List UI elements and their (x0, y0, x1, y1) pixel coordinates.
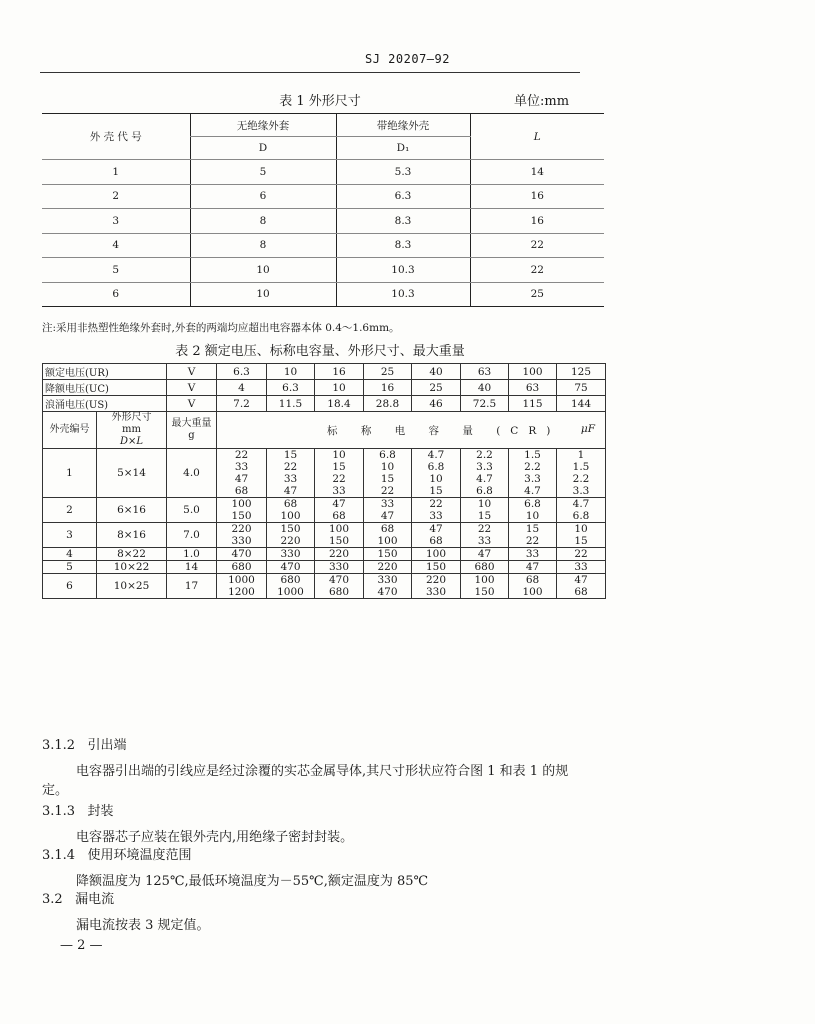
capacitance-value: 33 (283, 473, 298, 485)
capacitance-value: 330 (231, 535, 252, 547)
table1-cell: 10.3 (336, 258, 470, 283)
capacitance-cell (461, 523, 509, 548)
weight-cell: 14 (167, 561, 217, 574)
header-rule (40, 72, 580, 73)
capacitance-cell (509, 523, 557, 548)
capacitance-value: 33 (477, 535, 492, 547)
capacitance-value: 15 (429, 485, 443, 497)
table1-unit: 单位:mm (514, 94, 570, 109)
case-number-cell: 6 (43, 574, 97, 599)
weight-cell: 17 (167, 574, 217, 599)
capacitance-cell (267, 548, 315, 561)
capacitance-value: 3.3 (572, 485, 590, 497)
capacitance-value: 3.3 (476, 461, 493, 473)
capacitance-value: 1000 (228, 574, 255, 586)
table1-title: 表 1 外形尺寸 (279, 94, 361, 109)
capacitance-value: 10 (525, 510, 540, 522)
capacitance-cell (461, 561, 509, 574)
section-number: 3.1.3 (42, 804, 76, 819)
capacitance-cell (267, 498, 315, 523)
capacitance-value: 15 (574, 535, 588, 547)
capacitance-value: 3.3 (524, 473, 541, 485)
capacitance-value: 22 (380, 485, 395, 497)
capacitance-cell (364, 561, 412, 574)
section-3-2-body: 漏电流按表 3 规定值。 (76, 918, 210, 933)
capacitance-value: 330 (425, 586, 447, 598)
capacitance-value: 22 (283, 461, 298, 473)
table1-cell: 5 (42, 258, 190, 283)
capacitance-value: 22 (574, 548, 588, 560)
capacitance-value: 15 (332, 461, 346, 473)
capacitance-value: 470 (377, 586, 398, 598)
capacitance-cell (364, 523, 412, 548)
table1-header-D1: D₁ (336, 137, 470, 160)
section-title: 使用环境温度范围 (87, 848, 192, 863)
capacitance-cell (217, 548, 267, 561)
capacitance-unit: μF (580, 422, 595, 435)
capacitance-value: 150 (231, 510, 252, 522)
table1-cell: 5 (190, 160, 336, 185)
capacitance-cell (412, 574, 461, 599)
table1-cell: 8 (190, 233, 336, 258)
capacitance-cell (315, 449, 364, 498)
section-3-1-2-body: 电容器引出端的引线应是经过涂覆的实芯金属导体,其尺寸形状应符合图 1 和表 1 的规 (76, 764, 569, 779)
capacitance-value: 47 (477, 548, 492, 560)
section-title: 封装 (87, 804, 114, 819)
capacitance-value: 10 (332, 449, 346, 461)
voltage-cell: 6.3 (217, 364, 267, 380)
capacitance-value: 6.8 (427, 461, 445, 473)
capacitance-cell (412, 498, 461, 523)
capacitance-value: 68 (574, 586, 588, 598)
capacitance-value: 680 (474, 561, 495, 573)
table2-column-header-row (43, 412, 606, 449)
table1-cell: 16 (470, 209, 604, 234)
voltage-cell: 25 (364, 364, 412, 380)
dimensions-header-line: mm (122, 424, 141, 435)
section-3-1-4-body: 降额温度为 125℃,最低环境温度为－55℃,额定温度为 85℃ (76, 874, 429, 889)
table1-row (42, 160, 604, 185)
capacitance-value: 2.2 (524, 461, 541, 473)
table2-case-row (43, 548, 606, 561)
voltage-cell: 25 (412, 380, 461, 396)
capacitance-cell (315, 498, 364, 523)
dimensions-header-line: 外形尺寸 (111, 412, 152, 423)
dimensions-cell: 8×16 (97, 523, 167, 548)
capacitance-value: 47 (380, 510, 395, 522)
capacitance-value: 33 (380, 498, 395, 510)
table1-cell: 8.3 (336, 209, 470, 234)
table2-case-row (43, 561, 606, 574)
table1-cell: 16 (470, 184, 604, 209)
capacitance-cell (217, 523, 267, 548)
table1-cell: 14 (470, 160, 604, 185)
capacitance-value: 680 (328, 586, 350, 598)
capacitance-value: 15 (525, 523, 540, 535)
capacitance-value: 68 (525, 574, 540, 586)
voltage-cell: 75 (557, 380, 606, 396)
table1-cell: 10 (190, 258, 336, 283)
table1-header-with-insulation: 带绝缘外壳 (336, 114, 470, 137)
capacitance-value: 220 (231, 523, 252, 535)
capacitance-cell (217, 449, 267, 498)
capacitance-cell (412, 561, 461, 574)
table1-cell: 25 (470, 282, 604, 307)
capacitance-value: 220 (425, 574, 447, 586)
table1-header-no-insulation: 无绝缘外套 (190, 114, 336, 137)
capacitance-cell (267, 449, 315, 498)
capacitance-value: 4.7 (572, 498, 590, 510)
case-number-cell: 4 (43, 548, 97, 561)
table1-row (42, 184, 604, 209)
table1-dimensions (42, 113, 604, 307)
section-number: 3.1.2 (42, 738, 76, 753)
capacitance-value: 10 (429, 473, 443, 485)
capacitance-cell (461, 548, 509, 561)
capacitance-value: 33 (429, 510, 443, 522)
voltage-cell: 40 (412, 364, 461, 380)
capacitance-value: 68 (429, 535, 443, 547)
capacitance-title: 标 称 电 容 量 (CR) (327, 424, 561, 437)
voltage-cell: 125 (557, 364, 606, 380)
capacitance-cell (509, 548, 557, 561)
section-3-1-2-heading (42, 738, 127, 754)
weight-header (167, 412, 217, 449)
table1-cell: 5.3 (336, 160, 470, 185)
weight-cell: 1.0 (167, 548, 217, 561)
capacitance-cell (509, 498, 557, 523)
case-number-cell: 2 (43, 498, 97, 523)
capacitance-value: 68 (234, 485, 249, 497)
capacitance-header (217, 412, 606, 449)
table2-case-row (43, 449, 606, 498)
capacitance-value: 100 (377, 535, 398, 547)
capacitance-value: 22 (477, 523, 492, 535)
derated-voltage-label: 降额电压(UC) (43, 380, 167, 396)
rated-voltage-label: 额定电压(UR) (43, 364, 167, 380)
capacitance-value: 2.2 (572, 473, 590, 485)
capacitance-value: 10 (574, 523, 588, 535)
table1-cell: 3 (42, 209, 190, 234)
capacitance-value: 22 (332, 473, 346, 485)
capacitance-value: 6.8 (524, 498, 541, 510)
unit-cell: V (167, 380, 217, 396)
capacitance-cell (315, 561, 364, 574)
table2-voltage-row (43, 396, 606, 412)
dimensions-header (97, 412, 167, 449)
capacitance-value: 4.7 (524, 485, 541, 497)
capacitance-cell (267, 574, 315, 599)
capacitance-value: 2.2 (476, 449, 493, 461)
capacitance-value: 330 (377, 574, 398, 586)
capacitance-value: 1.5 (524, 449, 541, 461)
weight-header-line: g (188, 430, 195, 441)
capacitance-value: 1.5 (572, 461, 590, 473)
voltage-cell: 63 (509, 380, 557, 396)
capacitance-value: 15 (283, 449, 298, 461)
capacitance-value: 68 (283, 498, 298, 510)
table2-voltage-row (43, 364, 606, 380)
table1-cell: 4 (42, 233, 190, 258)
dimensions-cell: 8×22 (97, 548, 167, 561)
capacitance-value: 330 (280, 548, 301, 560)
capacitance-cell (461, 498, 509, 523)
capacitance-value: 470 (328, 574, 350, 586)
section-title: 漏电流 (75, 892, 115, 907)
table2-case-row (43, 498, 606, 523)
capacitance-cell (217, 561, 267, 574)
capacitance-cell (412, 548, 461, 561)
voltage-cell: 63 (461, 364, 509, 380)
capacitance-cell (461, 574, 509, 599)
voltage-cell: 115 (509, 396, 557, 412)
table1-row (42, 282, 604, 307)
table1-row (42, 258, 604, 283)
section-3-1-3-body: 电容器芯子应装在银外壳内,用绝缘子密封封装。 (76, 830, 354, 845)
capacitance-value: 4.7 (427, 449, 445, 461)
capacitance-cell (217, 574, 267, 599)
capacitance-cell (412, 523, 461, 548)
voltage-cell: 16 (364, 380, 412, 396)
capacitance-cell (557, 561, 606, 574)
capacitance-value: 22 (429, 498, 443, 510)
capacitance-value: 6.8 (379, 449, 396, 461)
capacitance-value: 220 (377, 561, 398, 573)
capacitance-value: 15 (477, 510, 492, 522)
capacitance-value: 47 (574, 574, 588, 586)
section-3-1-3-heading (42, 804, 114, 820)
capacitance-value: 10 (477, 498, 492, 510)
capacitance-cell (315, 574, 364, 599)
section-3-1-2-body-cont: 定。 (42, 783, 69, 798)
capacitance-cell (364, 498, 412, 523)
section-number: 3.2 (42, 892, 63, 907)
voltage-cell: 18.4 (315, 396, 364, 412)
capacitance-value: 10 (380, 461, 395, 473)
weight-header-line: 最大重量 (171, 418, 212, 429)
weight-cell: 5.0 (167, 498, 217, 523)
capacitance-value: 100 (280, 510, 301, 522)
unit-cell: V (167, 396, 217, 412)
voltage-cell: 11.5 (267, 396, 315, 412)
table1-row (42, 233, 604, 258)
unit-cell: V (167, 364, 217, 380)
capacitance-value: 330 (328, 561, 350, 573)
capacitance-cell (364, 449, 412, 498)
voltage-cell: 4 (217, 380, 267, 396)
capacitance-cell (412, 449, 461, 498)
voltage-cell: 7.2 (217, 396, 267, 412)
capacitance-cell (315, 523, 364, 548)
capacitance-value: 47 (283, 485, 298, 497)
dimensions-cell: 10×22 (97, 561, 167, 574)
table2-voltage-row (43, 380, 606, 396)
dimensions-cell: 6×16 (97, 498, 167, 523)
section-3-2-heading (42, 892, 114, 908)
capacitance-value: 68 (332, 510, 346, 522)
capacitance-value: 22 (525, 535, 540, 547)
capacitance-cell (509, 561, 557, 574)
capacitance-cell (364, 574, 412, 599)
table1-row (42, 209, 604, 234)
capacitance-cell (217, 498, 267, 523)
weight-cell: 7.0 (167, 523, 217, 548)
capacitance-cell (461, 449, 509, 498)
document-code: SJ 20207—92 (365, 52, 450, 66)
table1-cell: 10 (190, 282, 336, 307)
capacitance-value: 100 (425, 548, 447, 560)
capacitance-cell (509, 449, 557, 498)
voltage-cell: 72.5 (461, 396, 509, 412)
table1-cell: 6.3 (336, 184, 470, 209)
table2-case-row (43, 574, 606, 599)
capacitance-value: 150 (377, 548, 398, 560)
case-number-cell: 1 (43, 449, 97, 498)
table1-cell: 10.3 (336, 282, 470, 307)
capacitance-value: 150 (280, 523, 301, 535)
capacitance-cell (315, 548, 364, 561)
table2-title: 表 2 额定电压、标称电容量、外形尺寸、最大重量 (175, 344, 465, 359)
capacitance-value: 47 (429, 523, 443, 535)
capacitance-value: 100 (328, 523, 350, 535)
capacitance-value: 6.8 (476, 485, 493, 497)
capacitance-value: 150 (328, 535, 350, 547)
voltage-cell: 46 (412, 396, 461, 412)
capacitance-value: 220 (280, 535, 301, 547)
capacitance-value: 470 (280, 561, 301, 573)
capacitance-value: 33 (234, 461, 249, 473)
capacitance-value: 68 (380, 523, 395, 535)
section-number: 3.1.4 (42, 848, 76, 863)
voltage-cell: 10 (315, 380, 364, 396)
capacitance-cell (557, 548, 606, 561)
capacitance-value: 47 (525, 561, 540, 573)
capacitance-cell (267, 561, 315, 574)
case-number-cell: 3 (43, 523, 97, 548)
capacitance-value: 150 (474, 586, 495, 598)
voltage-cell: 6.3 (267, 380, 315, 396)
capacitance-value: 100 (522, 586, 543, 598)
capacitance-cell (557, 574, 606, 599)
case-number-cell: 5 (43, 561, 97, 574)
dimensions-cell: 5×14 (97, 449, 167, 498)
voltage-cell: 16 (315, 364, 364, 380)
capacitance-value: 150 (425, 561, 447, 573)
table1-header-D: D (190, 137, 336, 160)
table1-cell: 2 (42, 184, 190, 209)
capacitance-value: 33 (332, 485, 346, 497)
capacitance-value: 47 (234, 473, 249, 485)
capacitance-value: 220 (328, 548, 350, 560)
voltage-cell: 10 (267, 364, 315, 380)
table2-case-row (43, 523, 606, 548)
capacitance-value: 33 (574, 561, 588, 573)
capacitance-value: 6.8 (572, 510, 590, 522)
capacitance-value: 4.7 (476, 473, 493, 485)
capacitance-cell (364, 548, 412, 561)
capacitance-cell (557, 498, 606, 523)
table1-cell: 8.3 (336, 233, 470, 258)
section-title: 引出端 (87, 738, 127, 753)
capacitance-value: 100 (474, 574, 495, 586)
table1-cell: 22 (470, 233, 604, 258)
capacitance-cell (509, 574, 557, 599)
dimensions-cell: 10×25 (97, 574, 167, 599)
weight-cell: 4.0 (167, 449, 217, 498)
capacitance-value: 100 (231, 498, 252, 510)
voltage-cell: 144 (557, 396, 606, 412)
capacitance-value: 470 (231, 548, 252, 560)
voltage-cell: 28.8 (364, 396, 412, 412)
capacitance-value: 33 (525, 548, 540, 560)
table1-cell: 6 (42, 282, 190, 307)
capacitance-cell (557, 523, 606, 548)
capacitance-value: 22 (234, 449, 249, 461)
table1-header-case-code: 外 壳 代 号 (42, 114, 190, 160)
capacitance-value: 1000 (277, 586, 304, 598)
table1-cell: 1 (42, 160, 190, 185)
table1-header-L: L (470, 114, 604, 160)
case-number-header: 外壳编号 (43, 412, 97, 449)
table1-cell: 6 (190, 184, 336, 209)
capacitance-cell (557, 449, 606, 498)
voltage-cell: 40 (461, 380, 509, 396)
table2-ratings (42, 363, 606, 599)
capacitance-value: 47 (332, 498, 346, 510)
table1-cell: 8 (190, 209, 336, 234)
capacitance-value: 680 (231, 561, 252, 573)
page-number: — 2 — (60, 938, 103, 953)
section-3-1-4-heading (42, 848, 192, 864)
capacitance-value: 1 (577, 449, 585, 461)
voltage-cell: 100 (509, 364, 557, 380)
capacitance-value: 1200 (228, 586, 255, 598)
table1-cell: 22 (470, 258, 604, 283)
surge-voltage-label: 浪涌电压(US) (43, 396, 167, 412)
table1-note: 注:采用非热塑性绝缘外套时,外套的两端均应超出电容器本体 0.4～1.6mm。 (42, 322, 400, 334)
capacitance-value: 680 (280, 574, 301, 586)
dimensions-header-line: D×L (119, 436, 144, 447)
capacitance-value: 15 (380, 473, 395, 485)
capacitance-cell (267, 523, 315, 548)
